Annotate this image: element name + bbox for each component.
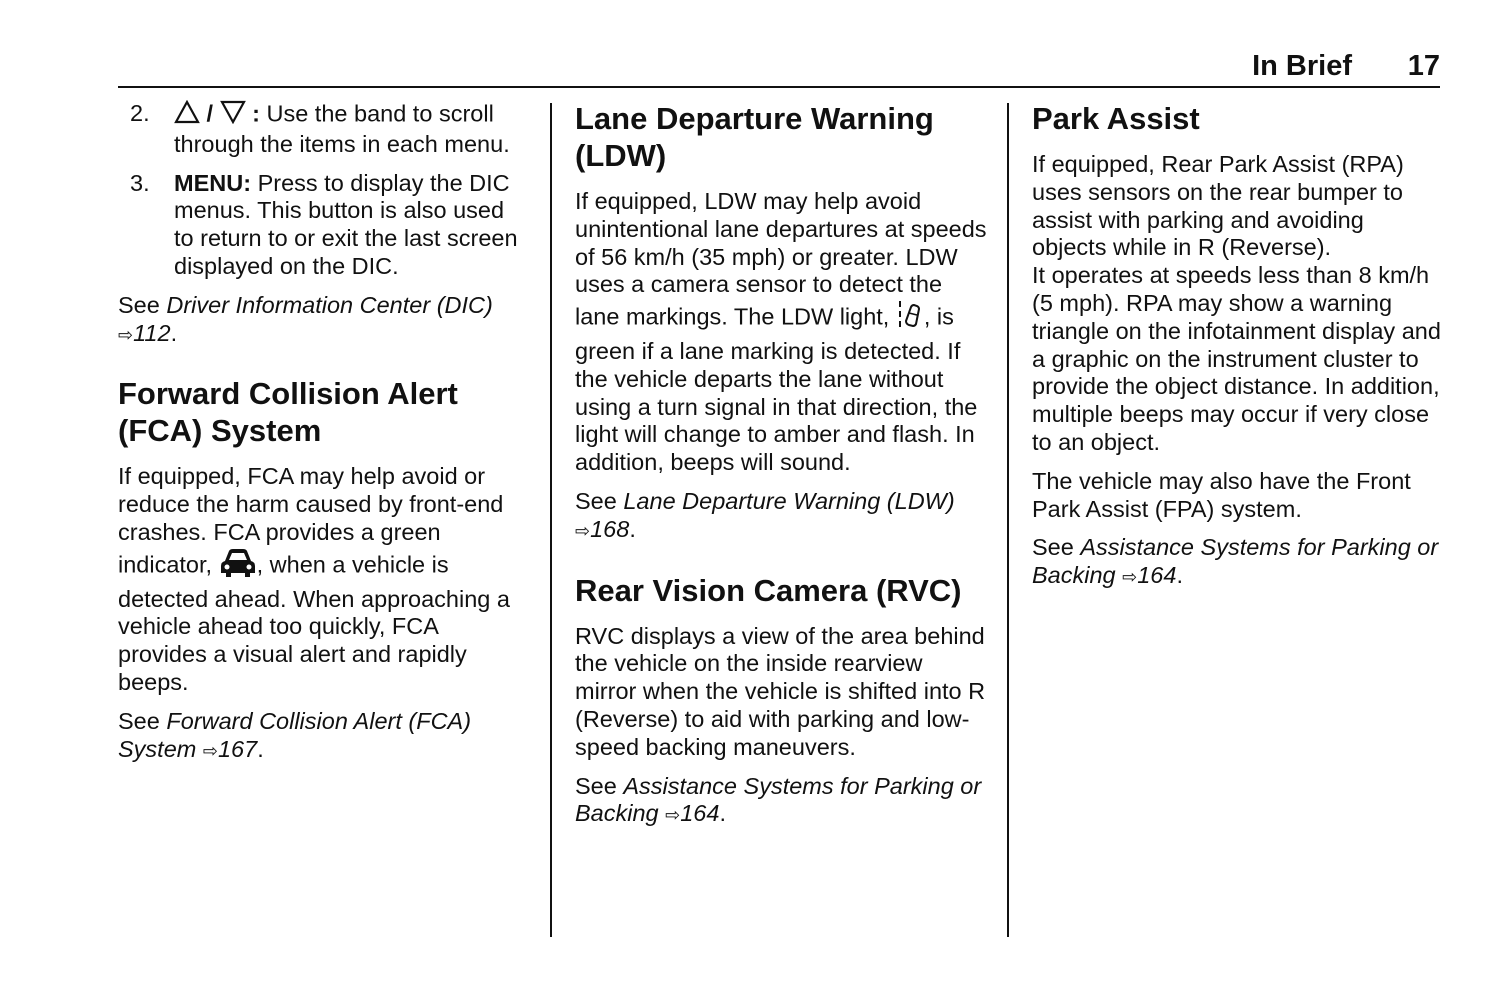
paragraph-text: , when a vehicle is detected ahead. When approaching a vehicle ahead too quickly, FCA provides a visual alert and rapidly beeps. <box>118 551 510 695</box>
page-arrow-icon: ⇨ <box>118 324 134 345</box>
column-middle <box>575 100 990 841</box>
down-triangle-icon <box>220 100 246 131</box>
colon: : <box>252 100 260 127</box>
cross-reference <box>575 773 990 831</box>
see-prefix: See <box>118 707 160 734</box>
reference-link[interactable]: Assistance Systems for Parking or Backing <box>1032 534 1439 589</box>
period: . <box>629 515 636 542</box>
item-text: Press to display the DIC menus. This button is also used to return to or exit the last screen displayed on the DIC. <box>174 169 518 279</box>
see-prefix: See <box>1032 534 1074 561</box>
section-heading-ldw: Lane Departure Warning (LDW) <box>575 101 934 173</box>
reference-page[interactable]: 167 <box>217 735 258 762</box>
period: . <box>170 319 178 346</box>
reference-link[interactable]: Forward Collision Alert (FCA) System <box>118 707 472 762</box>
separator: / <box>206 100 214 127</box>
reference-page[interactable]: 112 <box>133 319 171 346</box>
park-paragraph-1: If equipped, Rear Park Assist (RPA) uses sensors on the rear bumper to assist with parking and avoiding objects while in R (Reverse). <box>1032 151 1404 261</box>
page-number: 17 <box>1407 50 1440 82</box>
cross-reference <box>575 488 990 546</box>
item-text: Use the band to <box>266 100 433 127</box>
list-number: 2. <box>130 100 150 126</box>
park-paragraph-2: The vehicle may also have the Front Park Assist (FPA) system. <box>1032 467 1411 522</box>
park-paragraph-1b: It operates at speeds less than 8 km/h (5 mph). RPA may show a warning triangle on the infotainment display and a graphic on the instrument cluster to provide the object distance. In addition, multiple beeps may occur if very close to an object. <box>1032 262 1441 455</box>
ldw-paragraph <box>575 188 990 477</box>
section-heading-park-assist: Park Assist <box>1032 101 1200 136</box>
column-divider <box>550 103 552 937</box>
vehicle-ahead-icon <box>219 547 257 586</box>
cross-reference <box>1032 534 1442 592</box>
column-left <box>118 100 528 776</box>
page-header <box>118 50 1440 88</box>
reference-link[interactable]: Driver Information Center (DIC) <box>166 291 493 318</box>
page-arrow-icon: ⇨ <box>665 805 681 826</box>
reference-page[interactable]: 168 <box>590 515 630 542</box>
paragraph-text: If equipped, LDW may help avoid unintentional lane departures at speeds of 56 km/h (35 mph) or greater. LDW uses a camera sensor to detect the lane markings. The LDW light, <box>575 188 987 330</box>
column-divider <box>1007 103 1009 937</box>
section-heading-fca: Forward Collision Alert (FCA) System <box>118 376 458 449</box>
cross-reference <box>118 708 528 766</box>
period: . <box>257 735 264 762</box>
period: . <box>719 800 726 827</box>
list-item-2 <box>118 100 528 159</box>
reference-link[interactable]: Lane Departure Warning (LDW) <box>623 487 955 514</box>
list-item-3 <box>118 170 528 281</box>
rvc-paragraph: RVC displays a view of the area behind the vehicle on the inside rearview mirror when the vehicle is shifted into R (Reverse) to aid with parking and low-speed backing maneuvers. <box>575 622 986 760</box>
period: . <box>1176 562 1183 589</box>
reference-page[interactable]: 164 <box>680 800 720 827</box>
page-arrow-icon: ⇨ <box>202 740 218 761</box>
fca-paragraph <box>118 463 528 696</box>
menu-label: MENU: <box>174 169 252 196</box>
paragraph-text: If equipped, FCA may help avoid or reduce the harm caused by front-end crashes. FCA provides a green indicator, <box>118 463 504 578</box>
see-prefix: See <box>575 487 617 514</box>
list-number: 3. <box>130 169 150 196</box>
item-text: scroll through the items in each menu. <box>174 100 510 157</box>
page-arrow-icon: ⇨ <box>575 520 591 541</box>
reference-link[interactable]: Assistance Systems for Parking or Backing <box>575 772 982 827</box>
up-triangle-icon <box>174 100 200 131</box>
reference-page[interactable]: 164 <box>1137 562 1177 589</box>
see-prefix: See <box>575 772 617 799</box>
see-prefix: See <box>118 291 160 318</box>
section-heading-rvc: Rear Vision Camera (RVC) <box>575 572 962 608</box>
cross-reference <box>118 292 528 350</box>
page-arrow-icon: ⇨ <box>1122 567 1138 588</box>
column-right <box>1032 100 1442 603</box>
lane-departure-icon <box>896 299 924 338</box>
paragraph-text: , is green if a lane marking is detected. If the vehicle departs the lane without using a turn signal in that direction, the light will change to amber and flash. In addition, beeps will sound. <box>575 303 978 476</box>
section-title: In Brief <box>1252 50 1352 82</box>
